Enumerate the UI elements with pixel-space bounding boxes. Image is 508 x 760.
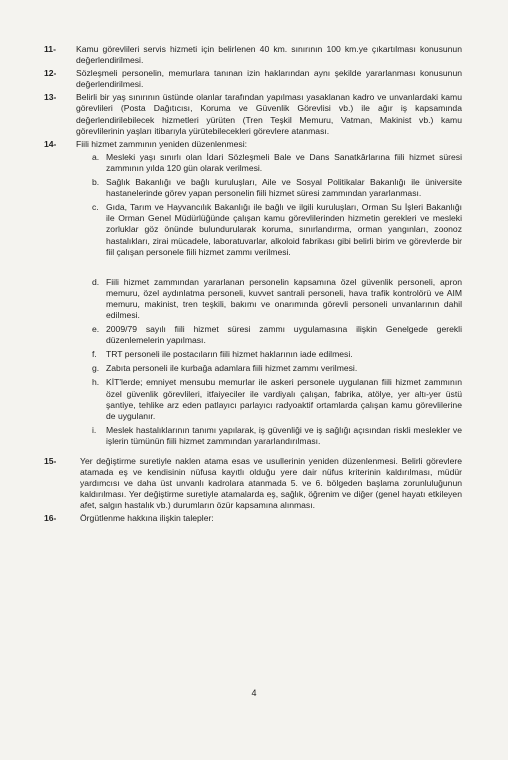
item-text: Fiili hizmet zammının yeniden düzenlenmesi:	[76, 138, 247, 149]
item-number: 12-	[44, 68, 57, 79]
subitem-text: Meslek hastalıklarının tanımı yapılarak, iş güvenliği ve iş sağlığı açısından riskli meslekler ve işlerin tümünün fiili hizmet zammından yararlandırılması.	[106, 424, 462, 446]
item-text: Yer değiştirme suretiyle naklen atama esas ve usullerinin yeniden düzenlenmesi. Belirli görevlere atamada eş ve kendisinin nüfusa kayıtlı olduğu yere dair nüfus kriterinin kaldırılması, müdür yardımcısı ve daha üst unvanlı kadrolara atanmada 5. ve 6. bölgeden başlama zorunluluğunun kaldırılması. Yer değiştirme suretiyle atamalarda eş, sağlık, öğrenim ve diğer (genel hayatı etkileyen afet, salgın hastalık vb.) durumların özür kapsamına alınması.	[80, 456, 462, 511]
list-item-12	[44, 68, 462, 90]
item-number: 16-	[44, 513, 57, 524]
subitem-h	[92, 377, 462, 421]
spacer	[44, 261, 462, 277]
subitem-text: KİT'lerde; emniyet mensubu memurlar ile askeri personele uygulanan fiili hizmet zammının özel güvenlik görevlileri, itfaiyeciler ile vardiyalı çalışan, fabrika, atölye, yer altı-yer üstü şantiye, tehlike arz eden patlayıcı parlayıcı radyoaktif ortamlarda çalışan kamu görevlilerine de uygulanır.	[106, 377, 462, 421]
subitem-letter: b.	[92, 177, 100, 188]
subitem-g	[92, 363, 462, 374]
subitem-letter: c.	[92, 202, 99, 213]
subitem-text: Fiili hizmet zammından yararlanan personelin kapsamına özel güvenlik personeli, apron memuru, özel aydınlatma personeli, kuvvet santrali personeli, hava trafik kontrolörü ve AIM memuru, makinist, tren teşkili, bakımı ve onarımında görevli personeli unvanlarının dahil edilmesi.	[106, 276, 462, 320]
item-text: Kamu görevlileri servis hizmeti için belirlenen 40 km. sınırının 100 km.ye çıkartılması konusunun değerlendirilmesi.	[76, 44, 462, 66]
subitem-text: 2009/79 sayılı fiili hizmet süresi zammı uygulamasına ilişkin Genelgede gerekli düzenlemelerin yapılması.	[106, 324, 462, 346]
subitem-a	[92, 152, 462, 174]
item-text: Örgütlenme hakkına ilişkin talepler:	[80, 513, 214, 524]
subitem-letter: f.	[92, 349, 97, 360]
subitem-e	[92, 324, 462, 346]
subitem-letter: d.	[92, 276, 100, 287]
subitem-letter: i.	[92, 424, 97, 435]
subitem-text: Gıda, Tarım ve Hayvancılık Bakanlığı ile bağlı ve ilgili kuruluşları, Orman Su İşleri Bakanlığı ile Orman Genel Müdürlüğünde çalışan kamu görevlilerinden hizmetin gerekleri ve mesleki zorluklar göz önünde bulundurularak koruma, sınırlandırma, orman yangınları, zoonoz hastalıkları, zirai mücadele, laboratuvarlar, alkoloid fabrikası gibi belirli birim ve görevlerde bir fiil çalışan personele fiili hizmet zammı verilmesi.	[106, 202, 462, 257]
subitem-i	[92, 425, 462, 447]
list-item-11	[44, 44, 462, 66]
item-number: 11-	[44, 44, 56, 54]
item-text: Sözleşmeli personelin, memurlara tanınan izin haklarından aynı şekilde yararlanması konusunun değerlendirilmesi.	[76, 68, 462, 90]
subitem-letter: g.	[92, 363, 100, 374]
subitem-letter: h.	[92, 377, 100, 388]
list-item-15	[44, 456, 462, 511]
subitem-text: Zabıta personeli ile kurbağa adamlara fiili hizmet zammı verilmesi.	[106, 363, 358, 374]
item-number: 13-	[44, 92, 57, 103]
list-item-13	[44, 92, 462, 136]
subitem-text: TRT personeli ile postacıların fiili hizmet haklarının iade edilmesi.	[106, 349, 353, 360]
subitem-text: Mesleki yaşı sınırlı olan İdari Sözleşmeli Bale ve Dans Sanatkârlarına fiili hizmet süresi zammının yılda 120 gün olarak verilmesi.	[106, 151, 462, 173]
page-number: 4	[251, 688, 257, 698]
subitem-c	[92, 202, 462, 257]
subitem-f	[92, 349, 462, 360]
subitem-letter: a.	[92, 151, 100, 162]
subitem-letter: e.	[92, 324, 100, 335]
list-item-16	[44, 513, 462, 524]
item-number: 14-	[44, 138, 57, 149]
subitem-text: Sağlık Bakanlığı ve bağlı kuruluşları, Aile ve Sosyal Politikalar Bakanlığı ile üniversite hastanelerinde görev yapan personelin fiili hizmet süresi zammından yararlanması.	[106, 177, 462, 199]
subitem-d	[92, 277, 462, 321]
item-number: 15-	[44, 456, 57, 466]
item-text: Belirli bir yaş sınırının üstünde olanlar tarafından yapılması yasaklanan kadro ve unvanlardaki kamu görevlileri (Posta Dağıtıcısı, Koruma ve Güvenlik Görevlisi vb.) ile ağır iş kapsamında değerlendirilebilecek hizmetleri yürüten (Tren Teşkil Memuru, Vatman, Makinist vb.) kamu görevlilerinin yaşları itibarıyla yürütebilecekleri görevlere atanması.	[76, 92, 462, 136]
subitem-b	[92, 177, 462, 199]
list-item-14	[44, 139, 462, 150]
